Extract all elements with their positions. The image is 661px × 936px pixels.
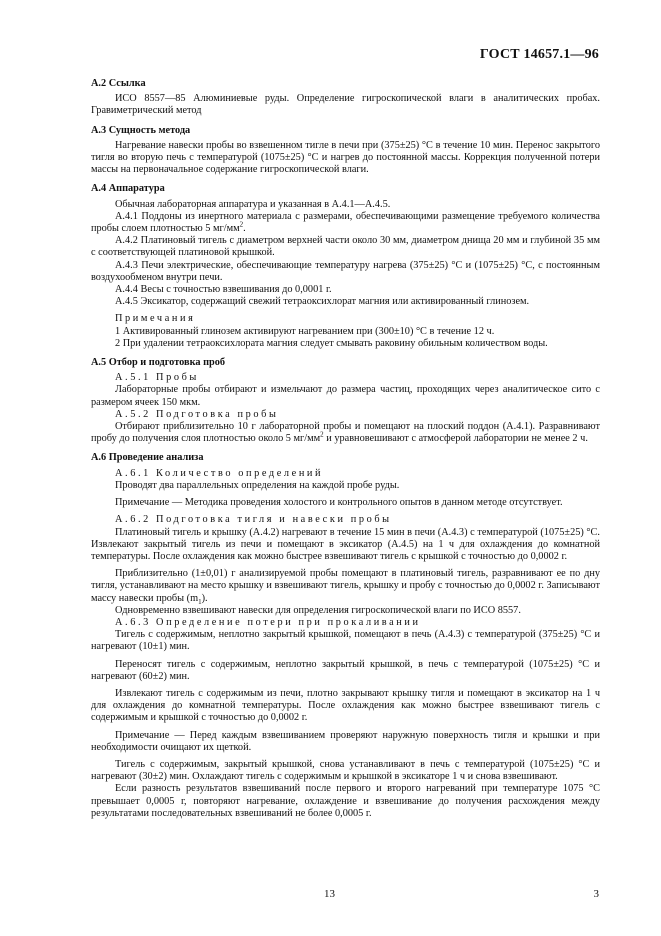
section-a4-3: А.4.3 Печи электрические, обеспечивающие температуру нагрева (375±25) °С и (1075±25) °С, с постоянным воздухообменом внутри печи. (91, 259, 600, 283)
page-number-center: 13 (324, 888, 335, 900)
section-a6-2-p3: Одновременно взвешивают навески для определения гигроскопической влаги по ИСО 8557. (115, 604, 521, 616)
note-a6-3: Примечание — Перед каждым взвешиванием проверяют наружную поверхность тигля и крышки и при необходимости очищают их щеткой. (91, 729, 600, 753)
section-a6-heading: А.6 Проведение анализа (91, 452, 204, 464)
section-a2-text: ИСО 8557—85 Алюминиевые руды. Определение гигроскопической влаги в аналитических пробах. Гравиметрический метод (91, 93, 600, 117)
document-header: ГОСТ 14657.1—96 (479, 47, 599, 62)
section-a6-1-text: Проводят два параллельных определения на каждой пробе руды. (115, 479, 400, 491)
section-a4-1: А.4.1 Поддоны из инертного материала с размерами, обеспечивающими размещение требуемого количества пробы слоем плотностью 5 $мг/мм^2$. (91, 210, 600, 235)
section-a3-text: Нагревание навески пробы во взвешенном тигле в печи при (375±25) °С в течение 10 мин. Перенос закрытого тигля во вторую печь с температурой (1075±25) °С и нагрев до постоянной массы. Коррекция полученной потери массы на первоначальное содержание гигроскопической влаги. (91, 139, 600, 176)
section-a5-heading: А.5 Отбор и подготовка проб (91, 357, 226, 369)
document-body (91, 78, 600, 820)
section-a4-intro: Обычная лабораторная аппаратура и указанная в А.4.1—А.4.5. (115, 198, 391, 210)
note-a6-1: Примечание — Методика проведения холостого и контрольного опытов в данном методе отсутствует. (115, 497, 563, 509)
section-a6-1-label: А.6.1 Количество определений (115, 467, 324, 479)
section-a6-3-p2: Переносят тигель с содержимым, неплотно закрытый крышкой, в печь с температурой (1075±25) °С и нагревают (60±2) мин. (91, 658, 600, 682)
page-number-right: 3 (593, 888, 599, 900)
section-a4-heading: А.4 Аппаратура (91, 183, 165, 195)
section-a6-3-label: А.6.3 Определение потери при прокаливании (115, 616, 421, 628)
section-a6-3-p1: Тигель с содержимым, неплотно закрытый крышкой, помещают в печь (А.4.3) с температурой (375±25) °С и нагревают (10±1) мин. (91, 629, 600, 653)
section-a6-2-p1: Платиновый тигель и крышку (А.4.2) нагревают в течение 15 мин в печи (А.4.3) с температурой (1075±25) °С. Извлекают закрытый тигель из печи и помещают в эксикатор (А.4.5) на 1 ч для охлаждения до комнатной температуры. После охлаждения как можно быстрее взвешивают тигель с крышкой с точностью до 0,0002 г. (91, 526, 600, 562)
section-a5-1-text: Лабораторные пробы отбирают и измельчают до размера частиц, проходящих через аналитическое сито с размером ячеек 150 мкм. (91, 384, 600, 408)
notes-label: Примечания (115, 313, 196, 325)
section-a5-1-label: А.5.1 Пробы (115, 372, 199, 384)
section-a3-heading: А.3 Сущность метода (91, 124, 191, 136)
section-a4-4: А.4.4 Весы с точностью взвешивания до 0,0001 г. (115, 284, 332, 296)
section-a2-heading: А.2 Ссылка (91, 78, 146, 89)
section-a6-3-p3: Извлекают тигель с содержимым из печи, плотно закрывают крышку тигля и помещают в эксикатор на 1 ч для охлаждения до комнатной температуры. После охлаждения как можно быстрее взвешивают тигель с содержимым и крышкой с точностью до 0,0002 г. (91, 687, 600, 724)
note-2: 2 При удалении тетраоксихлората магния следует смывать раковину обильным количеством воды. (115, 337, 548, 349)
section-a5-2-label: А.5.2 Подготовка пробы (115, 408, 279, 420)
section-a6-2-p2: Приблизительно (1±0,01) г анализируемой пробы помещают в платиновый тигель, разравнивают ее по дну тигля, устанавливают на место крышку и взвешивают тигель, крышку и пробу с точностью до 0,0002 г. Записывают массу навески пробы $(m_1)$. (91, 568, 600, 606)
section-a4-2: А.4.2 Платиновый тигель с диаметром верхней части около 30 мм, диаметром днища 20 мм и глубиной 35 мм с соответствующей платиновой крышкой. (91, 235, 600, 259)
section-a6-2-label: А.6.2 Подготовка тигля и навески пробы (115, 514, 392, 526)
note-1: 1 Активированный глинозем активируют нагреванием при (300±10) °С в течение 12 ч. (115, 325, 495, 337)
section-a5-2-text: Отбирают приблизительно 10 г лабораторной пробы и помещают на плоский поддон (А.4.1). Разравнивают пробу до получения слоя плотностью около 5 $мг/мм^2$ и уравновешивают с атмосферой лаборатории не менее 2 ч. (91, 421, 600, 445)
section-a6-3-p5: Если разность результатов взвешиваний после первого и второго нагреваний при температуре 1075 °С превышает 0,0005 г, повторяют нагревание, охлаждение и взвешивание до получения расхождения между результатами последовательных взвешиваний не более 0,0005 г. (91, 783, 600, 819)
section-a6-3-p4: Тигель с содержимым, закрытый крышкой, снова устанавливают в печь с температурой (1075±25) °С и нагревают (30±2) мин. Охлаждают тигель с содержимым и крышкой в эксикаторе 1 ч и снова взвешивают. (91, 758, 600, 783)
section-a4-5: А.4.5 Эксикатор, содержащий свежий тетраоксихлорат магния или активированный глинозем. (115, 296, 530, 308)
